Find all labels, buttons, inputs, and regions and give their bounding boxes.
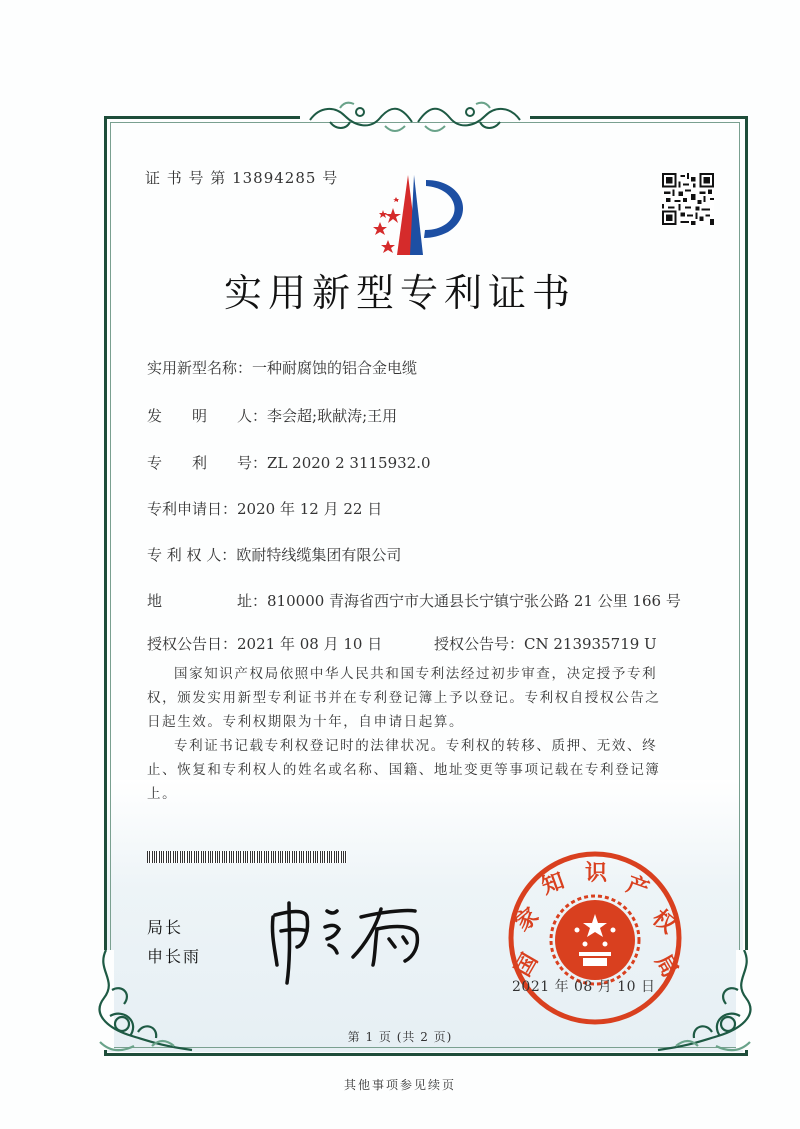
top-scroll-ornament-icon — [300, 96, 530, 141]
field-label: 授权公告日： — [147, 635, 238, 653]
barcode — [147, 851, 347, 863]
field-grant-announcement-number — [434, 633, 657, 654]
statement-paragraph-2: 专利证书记载专利权登记时的法律状况。专利权的转移、质押、无效、终止、恢复和专利权人的姓名或名称、国籍、地址变更等事项记载在专利登记簿上。 — [147, 738, 661, 802]
svg-text:产: 产 — [622, 871, 653, 904]
signature-icon — [265, 895, 435, 985]
certificate-title: 实用新型专利证书 — [223, 271, 576, 315]
svg-text:权: 权 — [647, 904, 681, 939]
field-patent-number — [147, 452, 431, 473]
field-value: 2020 年 12 月 22 日 — [237, 500, 383, 518]
certificate-number: 证 书 号 第 13894285 号 — [145, 169, 339, 187]
page-number: 第 1 页 (共 2 页) — [347, 1030, 453, 1044]
field-label: 地 址： — [147, 592, 268, 610]
signatory-name: 申长雨 — [147, 947, 202, 966]
continued-note: 其他事项参见续页 — [343, 1078, 456, 1092]
official-seal-icon — [505, 848, 685, 1028]
signatory-title: 局长 — [147, 918, 184, 937]
cnipa-logo-icon — [368, 170, 478, 255]
svg-text:家: 家 — [510, 902, 544, 937]
svg-text:识: 识 — [585, 860, 608, 886]
field-label: 实用新型名称： — [147, 359, 253, 377]
svg-text:国: 国 — [509, 948, 544, 981]
field-value: CN 213935719 U — [524, 635, 657, 653]
statement-paragraph-1: 国家知识产权局依照中华人民共和国专利法经过初步审查，决定授予专利权，颁发实用新型专利证书并在专利登记簿上予以登记。专利权自授权公告之日起生效。专利权期限为十年，自申请日起算。 — [147, 666, 661, 730]
svg-text:知: 知 — [538, 867, 568, 900]
field-value: 李会超;耿献涛;王用 — [267, 407, 398, 425]
field-value: 2021 年 08 月 10 日 — [237, 635, 383, 653]
field-grant-announcement-date — [147, 633, 382, 654]
field-utility-model-name — [147, 357, 417, 378]
qr-code-icon[interactable] — [662, 173, 714, 225]
field-label: 发 明 人： — [147, 407, 268, 425]
field-label: 专利申请日： — [147, 500, 238, 518]
field-value: 欧耐特线缆集团有限公司 — [236, 546, 402, 564]
field-address — [147, 590, 681, 611]
field-label: 专 利 号： — [147, 454, 268, 472]
field-label: 专 利 权 人： — [147, 546, 237, 564]
svg-text:局: 局 — [649, 950, 684, 983]
field-value: 810000 青海省西宁市大通县长宁镇宁张公路 21 公里 166 号 — [267, 592, 681, 610]
field-application-date — [147, 498, 382, 519]
field-value: 一种耐腐蚀的铝合金电缆 — [252, 359, 418, 377]
field-label: 授权公告号： — [434, 635, 525, 653]
field-inventors — [147, 405, 397, 426]
seal-date: 2021 年 08 月 10 日 — [512, 979, 656, 995]
certificate-statement — [147, 662, 672, 806]
field-patentee — [147, 544, 401, 565]
field-value: ZL 2020 2 3115932.0 — [267, 454, 431, 472]
